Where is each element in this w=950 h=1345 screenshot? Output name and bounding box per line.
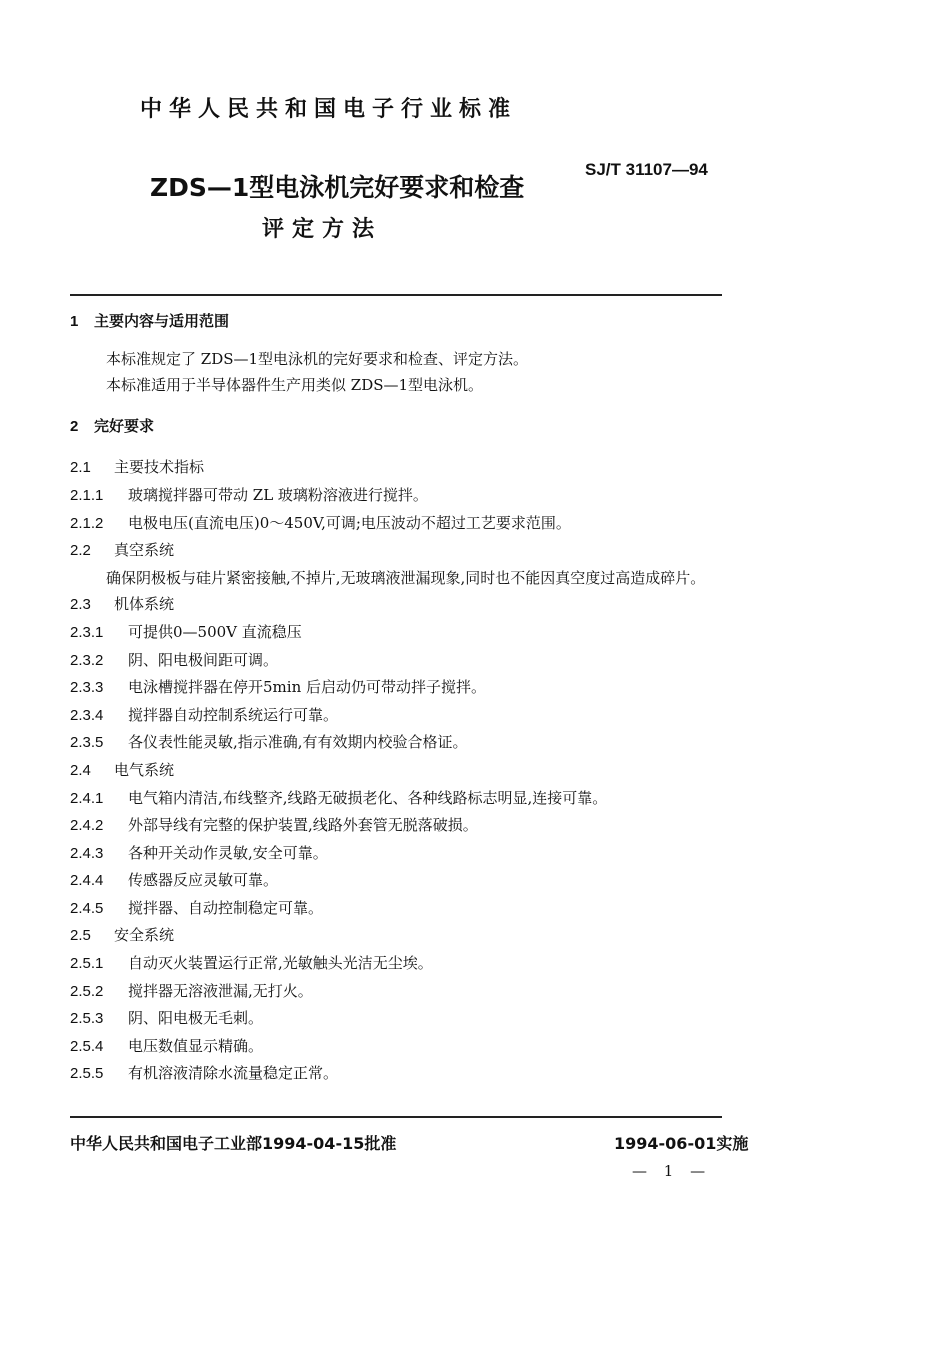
clause-number: 2.3.1 bbox=[70, 623, 104, 641]
clause-number: 2.1.1 bbox=[70, 486, 104, 504]
clause-text: 真空系统 bbox=[114, 541, 175, 560]
clause bbox=[70, 591, 722, 619]
clause-number: 2.5.2 bbox=[70, 982, 104, 1000]
paragraph: 本标准适用于半导体器件生产用类似 ZDS—1型电泳机。 bbox=[106, 376, 484, 395]
clause-number: 2.4.5 bbox=[70, 899, 104, 917]
document-title-line-1: ZDS—1型电泳机完好要求和检查 bbox=[150, 173, 525, 202]
clause-text: 主要技术指标 bbox=[114, 458, 205, 477]
clause bbox=[70, 785, 722, 813]
clause bbox=[70, 978, 722, 1006]
approval-note: 中华人民共和国电子工业部1994-04-15批准 bbox=[70, 1134, 397, 1153]
header-divider bbox=[70, 294, 722, 296]
clause bbox=[70, 867, 722, 895]
clause-number: 2.3.2 bbox=[70, 651, 104, 669]
section-number: 2 bbox=[70, 417, 79, 435]
clause-number: 2.5 bbox=[70, 927, 91, 945]
clause-text: 安全系统 bbox=[114, 926, 175, 945]
clause bbox=[70, 757, 722, 785]
document-title-line-2: 评定方法 bbox=[262, 217, 383, 242]
clause-text: 有机溶液清除水流量稳定正常。 bbox=[128, 1064, 339, 1083]
clause bbox=[70, 729, 722, 757]
document-body bbox=[70, 308, 722, 1088]
clause-number: 2.3.5 bbox=[70, 734, 104, 752]
clause-number: 2.4.4 bbox=[70, 872, 104, 890]
requirements-list bbox=[70, 454, 722, 1088]
clause-number: 2.5.4 bbox=[70, 1037, 104, 1055]
clause-text: 电泳槽搅拌器在停开5min 后启动仍可带动拌子搅拌。 bbox=[128, 678, 486, 697]
issuing-organization: 中华人民共和国电子行业标准 bbox=[140, 97, 518, 122]
clause-number: 2.4.2 bbox=[70, 817, 104, 835]
page-number: — 1 — bbox=[632, 1162, 712, 1180]
clause-text: 阴、阳电极间距可调。 bbox=[128, 650, 279, 669]
clause bbox=[70, 922, 722, 950]
clause-text: 电极电压(直流电压)0～450V,可调;电压波动不超过工艺要求范围。 bbox=[128, 513, 571, 532]
clause bbox=[70, 482, 722, 510]
clause-text: 外部导线有完整的保护装置,线路外套管无脱落破损。 bbox=[128, 816, 478, 835]
clause-text: 机体系统 bbox=[114, 595, 175, 614]
clause bbox=[70, 537, 722, 565]
clause-text: 电气箱内清洁,布线整齐,线路无破损老化、各种线路标志明显,连接可靠。 bbox=[128, 788, 608, 807]
clause-text: 电压数值显示精确。 bbox=[128, 1036, 264, 1055]
clause bbox=[70, 674, 722, 702]
clause bbox=[70, 812, 722, 840]
clause bbox=[70, 510, 722, 538]
clause bbox=[70, 1005, 722, 1033]
clause bbox=[70, 619, 722, 647]
effective-date: 1994-06-01实施 bbox=[614, 1134, 749, 1153]
clause-number: 2.5.5 bbox=[70, 1065, 104, 1083]
clause-text: 电气系统 bbox=[114, 760, 175, 779]
clause-number: 2.4 bbox=[70, 761, 91, 779]
clause-number: 2.4.3 bbox=[70, 844, 104, 862]
clause-text: 各仪表性能灵敏,指示准确,有有效期内校验合格证。 bbox=[128, 733, 468, 752]
clause-paragraph: 确保阴极板与硅片紧密接触,不掉片,无玻璃液泄漏现象,同时也不能因真空度过高造成碎片。 bbox=[106, 568, 706, 587]
clause-number: 2.4.1 bbox=[70, 789, 104, 807]
clause-number: 2.3.3 bbox=[70, 679, 104, 697]
section-number: 1 bbox=[70, 313, 79, 330]
clause bbox=[70, 702, 722, 730]
clause-text: 自动灭火装置运行正常,光敏触头光洁无尘埃。 bbox=[128, 954, 433, 973]
section-title: 完好要求 bbox=[94, 416, 155, 435]
clause-number: 2.5.3 bbox=[70, 1010, 104, 1028]
clause bbox=[70, 840, 722, 868]
section-heading bbox=[70, 308, 722, 336]
clause bbox=[70, 454, 722, 482]
standard-code: SJ/T 31107—94 bbox=[585, 160, 708, 179]
footer-divider bbox=[70, 1116, 722, 1118]
clause-text: 可提供0—500V 直流稳压 bbox=[128, 622, 302, 641]
clause bbox=[70, 895, 722, 923]
clause-text: 玻璃搅拌器可带动 ZL 玻璃粉溶液进行搅拌。 bbox=[128, 485, 428, 504]
clause bbox=[70, 1060, 722, 1088]
section-title: 主要内容与适用范围 bbox=[94, 312, 230, 330]
clause-number: 2.5.1 bbox=[70, 955, 104, 973]
clause-number: 2.2 bbox=[70, 542, 91, 560]
section-heading bbox=[70, 413, 722, 441]
clause bbox=[70, 647, 722, 675]
paragraph: 本标准规定了 ZDS—1型电泳机的完好要求和检查、评定方法。 bbox=[106, 349, 529, 368]
clause-text: 搅拌器无溶液泄漏,无打火。 bbox=[128, 981, 313, 1000]
clause-number: 2.1.2 bbox=[70, 514, 104, 532]
clause bbox=[70, 950, 722, 978]
clause bbox=[70, 1033, 722, 1061]
clause-text: 各种开关动作灵敏,安全可靠。 bbox=[128, 843, 328, 862]
clause-number: 2.3 bbox=[70, 596, 91, 614]
clause-number: 2.3.4 bbox=[70, 706, 104, 724]
clause-text: 搅拌器、自动控制稳定可靠。 bbox=[128, 898, 324, 917]
clause-text: 传感器反应灵敏可靠。 bbox=[128, 871, 279, 890]
clause-number: 2.1 bbox=[70, 459, 91, 477]
clause-text: 搅拌器自动控制系统运行可靠。 bbox=[128, 705, 339, 724]
clause-text: 阴、阳电极无毛刺。 bbox=[128, 1009, 264, 1028]
